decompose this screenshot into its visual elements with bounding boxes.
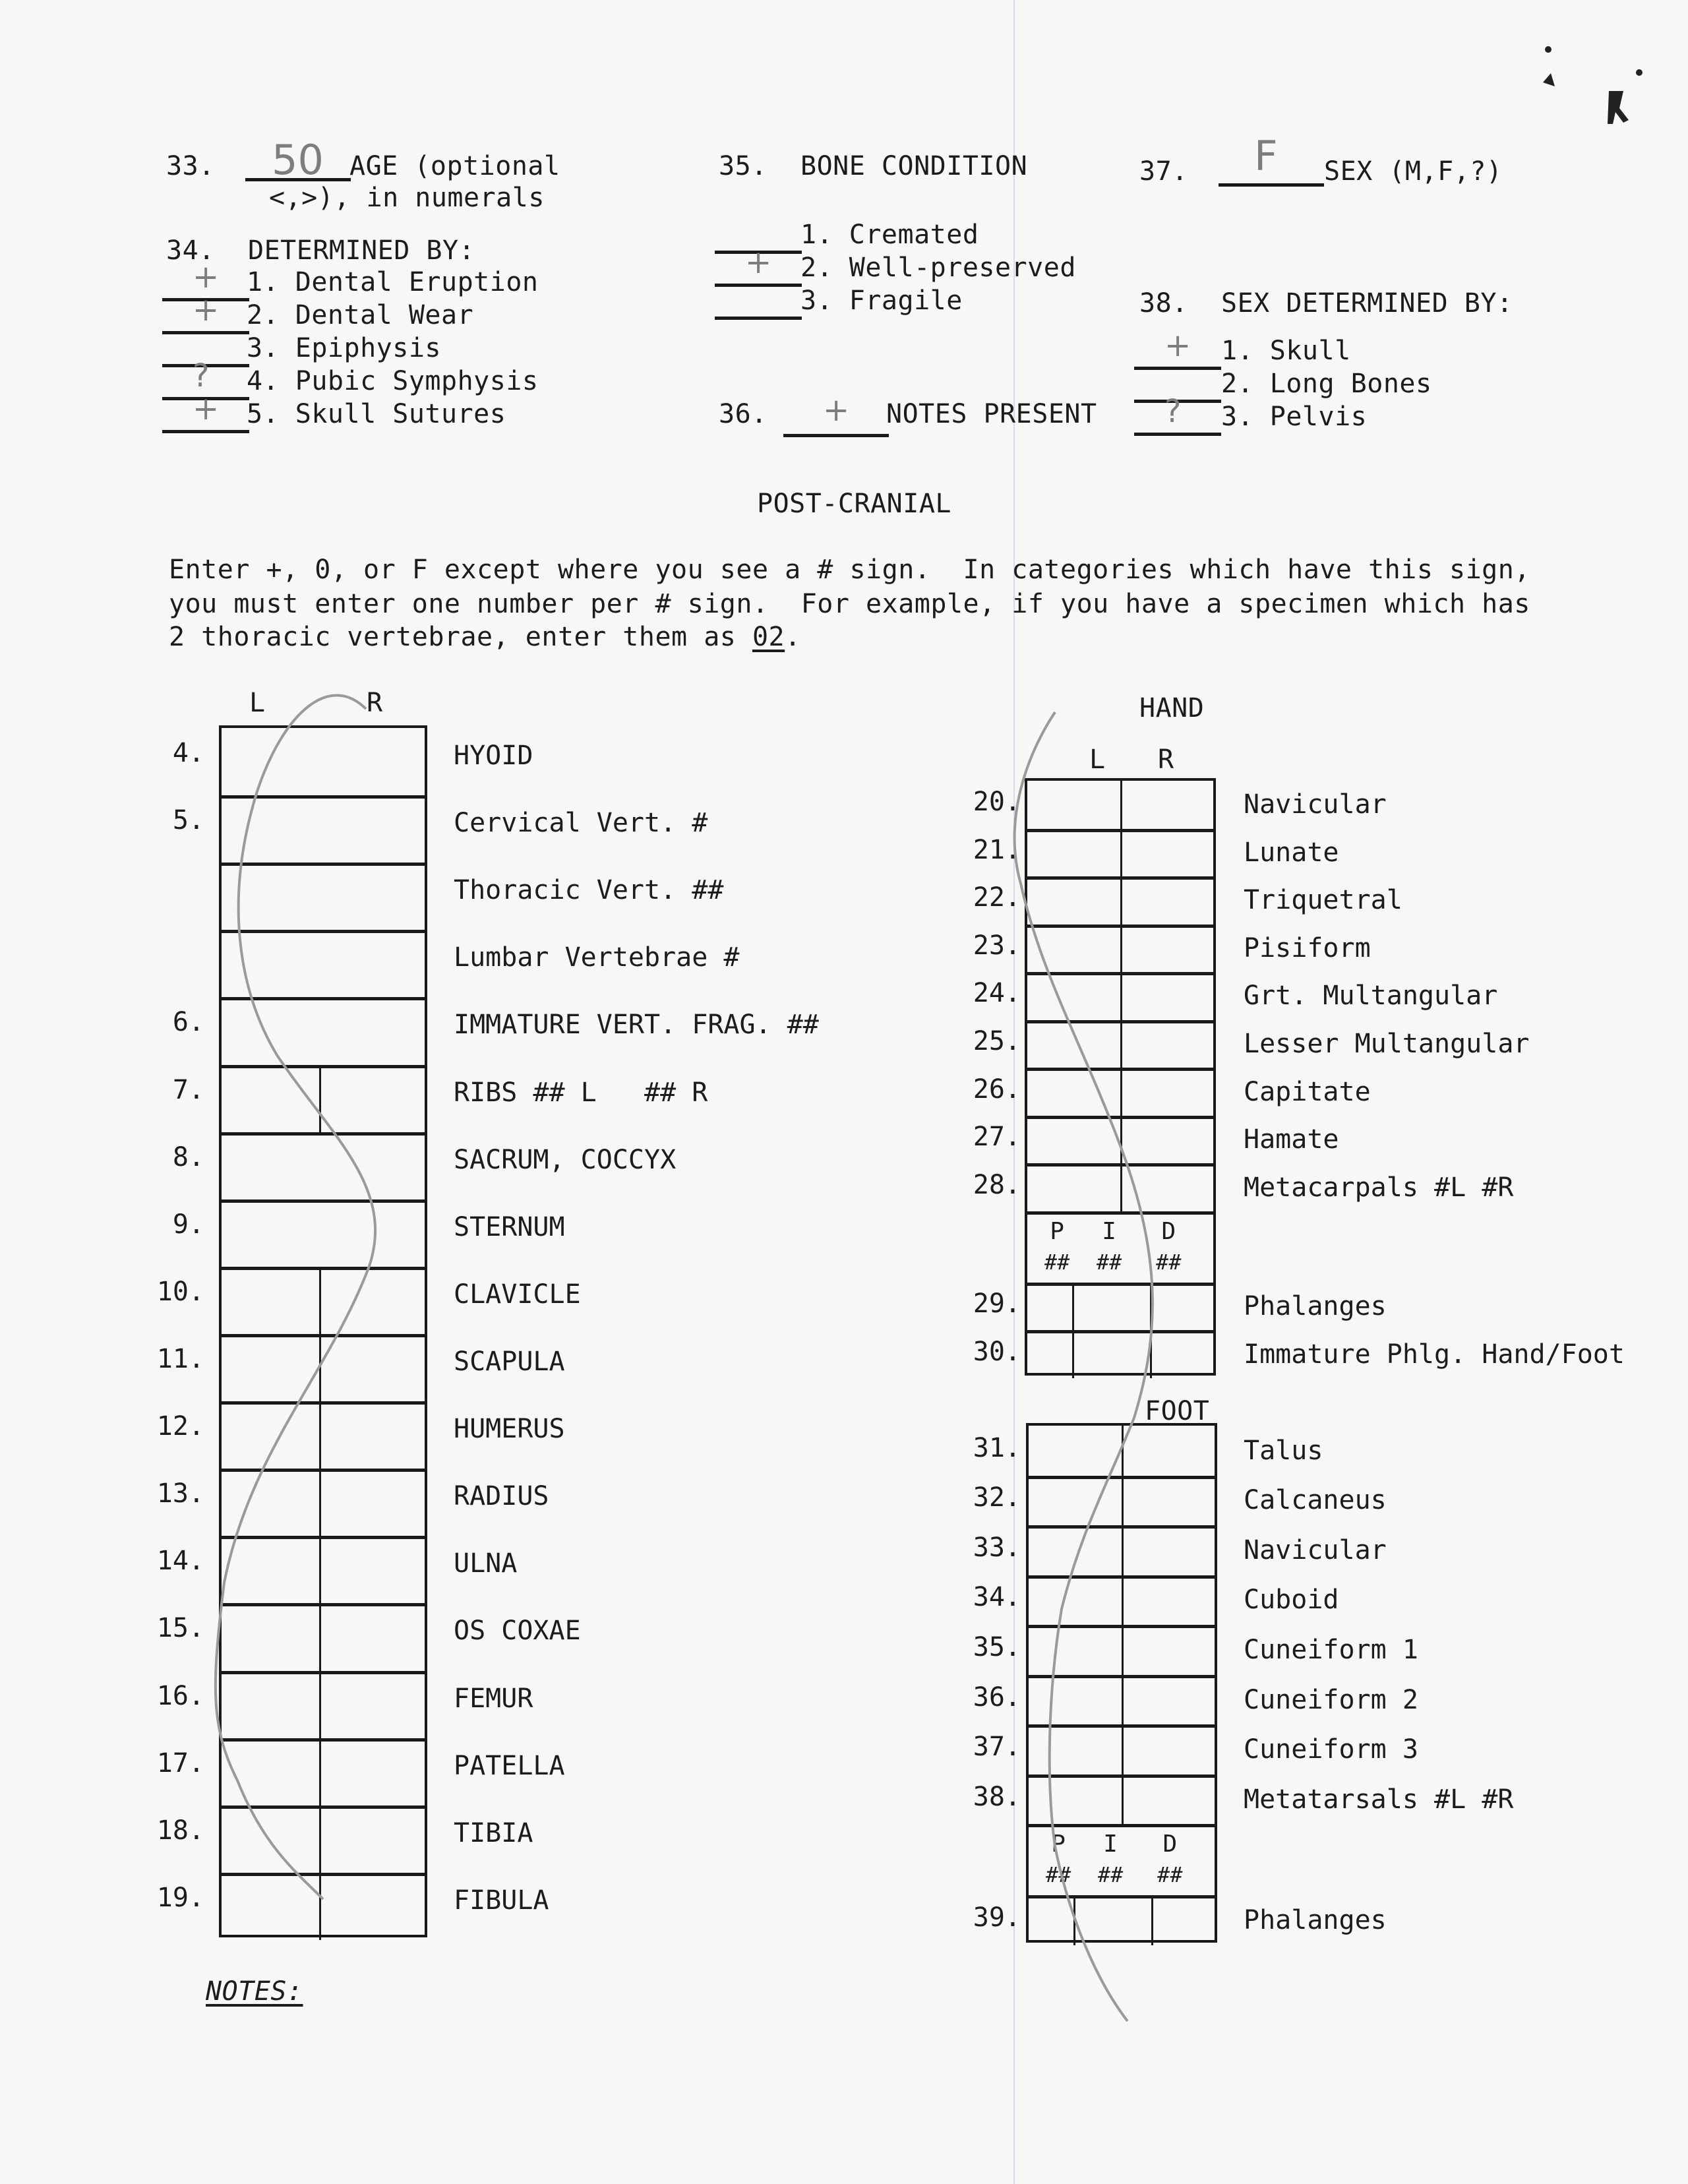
notes-present-label: NOTES PRESENT	[886, 399, 1097, 429]
foot-cell-left[interactable]	[1029, 1728, 1122, 1774]
sex-determined-by-title: SEX DETERMINED BY:	[1221, 288, 1513, 318]
instructions-line-3	[169, 621, 801, 653]
foot-cell-intermediate[interactable]	[1073, 1898, 1151, 1945]
foot-row-number: 35.	[973, 1632, 1021, 1662]
hand-row-label: Lesser Multangular	[1244, 1029, 1530, 1059]
foot-row	[1029, 1724, 1215, 1774]
axial-cell-right[interactable]	[319, 1337, 425, 1401]
foot-cell-left[interactable]	[1029, 1529, 1122, 1575]
age-determined-by-title: DETERMINED BY:	[248, 235, 475, 266]
axial-cell-left[interactable]	[222, 1068, 319, 1132]
axial-row-number: 6.	[172, 1007, 204, 1038]
sex-method-mark-value: +	[1164, 327, 1191, 364]
foot-cell-right[interactable]	[1122, 1479, 1215, 1526]
instructions-line-2: you must enter one number per # sign. For example, if you have a specimen which has	[169, 589, 1530, 619]
foot-cell-right[interactable]	[1122, 1426, 1215, 1476]
axial-col-left-header: L	[249, 688, 266, 718]
hand-row-number: 27.	[973, 1122, 1021, 1153]
notes-present-value: +	[823, 392, 850, 429]
axial-cell-right[interactable]	[319, 1472, 425, 1536]
axial-row-number: 7.	[172, 1074, 204, 1105]
hand-row-label: Triquetral	[1244, 885, 1402, 916]
axial-row-label: OS COXAE	[454, 1616, 581, 1647]
axial-row-number: 8.	[172, 1141, 204, 1172]
age-method-option-label: 3. Epiphysis	[247, 333, 441, 363]
hand-row	[1027, 1020, 1213, 1068]
foot-phalanx-count-mark: ##	[1157, 1862, 1183, 1888]
hand-row-label: Lunate	[1244, 837, 1339, 868]
axial-cell[interactable]	[222, 866, 425, 930]
foot-row-label: Talus	[1244, 1435, 1323, 1466]
q37-number: 37.	[1139, 156, 1188, 187]
age-method-option-label: 4. Pubic Symphysis	[247, 366, 539, 396]
axial-cell-right[interactable]	[319, 1809, 425, 1873]
notes-label: NOTES:	[206, 1976, 303, 2007]
axial-row-number: 12.	[156, 1411, 204, 1442]
foot-row-label: Cuneiform 2	[1244, 1684, 1418, 1715]
hand-row-label: Pisiform	[1244, 932, 1371, 963]
hand-cell-proximal[interactable]	[1027, 1333, 1072, 1378]
hand-row	[1027, 925, 1213, 973]
foot-row-label: Cuneiform 1	[1244, 1635, 1418, 1665]
axial-row-label: PATELLA	[454, 1750, 565, 1781]
axial-cell-right[interactable]	[319, 1405, 425, 1469]
age-method-mark-value: ?	[193, 357, 210, 394]
axial-row-label: Cervical Vert. #	[454, 808, 708, 839]
bone-condition-mark-field[interactable]	[715, 244, 802, 287]
sex-label: SEX (M,F,?)	[1324, 156, 1503, 187]
bone-condition-option-label: 2. Well-preserved	[800, 253, 1076, 283]
hand-row-label: Hamate	[1244, 1124, 1339, 1155]
axial-row-number: 14.	[156, 1546, 204, 1577]
hand-phalanx-row	[1027, 1283, 1213, 1331]
foot-cell-right[interactable]	[1122, 1778, 1215, 1825]
axial-cell[interactable]	[222, 1203, 425, 1267]
hand-cell-left[interactable]	[1027, 928, 1120, 973]
foot-cell-left[interactable]	[1029, 1579, 1122, 1625]
hand-cell-left[interactable]	[1027, 1167, 1120, 1211]
foot-phalanx-header	[1029, 1824, 1215, 1895]
axial-row	[222, 1603, 425, 1670]
axial-row	[222, 1873, 425, 1940]
hand-bone-grid	[1025, 778, 1216, 1376]
foot-row-label: Navicular	[1244, 1534, 1387, 1565]
age-method-option-label: 2. Dental Wear	[247, 300, 474, 330]
axial-row-label: RIBS ## L ## R	[454, 1077, 708, 1108]
axial-row	[222, 1267, 425, 1334]
axial-row-number: 18.	[156, 1815, 204, 1846]
foot-cell-right[interactable]	[1122, 1579, 1215, 1625]
axial-cell-right[interactable]	[319, 1539, 425, 1603]
axial-row	[222, 863, 425, 930]
hand-cell-right[interactable]	[1120, 781, 1213, 829]
sex-method-option-label: 3. Pelvis	[1221, 402, 1368, 432]
axial-row	[222, 930, 425, 997]
age-method-option-label: 5. Skull Sutures	[247, 399, 506, 429]
sex-method-mark-field[interactable]	[1134, 393, 1221, 436]
foot-cell-left[interactable]	[1029, 1678, 1122, 1725]
axial-row-label: Thoracic Vert. ##	[454, 875, 724, 906]
axial-row-label: ULNA	[454, 1548, 518, 1579]
axial-row	[222, 795, 425, 863]
axial-row-label: Lumbar Vertebrae #	[454, 942, 740, 973]
axial-row	[222, 1671, 425, 1738]
axial-row-label: SCAPULA	[454, 1347, 565, 1377]
hand-phalanx-row	[1027, 1330, 1213, 1378]
hand-row	[1027, 876, 1213, 925]
axial-row	[222, 1805, 425, 1873]
axial-cell[interactable]	[222, 1136, 425, 1199]
axial-cell-right[interactable]	[319, 1606, 425, 1670]
axial-row	[222, 997, 425, 1064]
axial-cell-left[interactable]	[222, 1606, 319, 1670]
axial-row	[222, 1199, 425, 1267]
hand-phalanx-col-p: P	[1050, 1217, 1064, 1245]
age-method-option-label: 1. Dental Eruption	[247, 267, 539, 297]
hand-cell-right[interactable]	[1120, 1119, 1213, 1164]
hand-row	[1027, 1163, 1213, 1211]
axial-row	[222, 728, 425, 795]
axial-cell-right[interactable]	[319, 1674, 425, 1738]
hand-heading: HAND	[1139, 693, 1205, 723]
age-method-mark-value: +	[193, 390, 220, 427]
foot-row-number: 31.	[973, 1432, 1021, 1463]
axial-cell[interactable]	[222, 1000, 425, 1064]
foot-row-number: 33.	[973, 1532, 1021, 1563]
foot-cell-right[interactable]	[1122, 1628, 1215, 1675]
hand-row-number: 22.	[973, 882, 1021, 913]
hand-row-label: Grt. Multangular	[1244, 981, 1498, 1012]
axial-cell-left[interactable]	[222, 1876, 319, 1940]
axial-cell-left[interactable]	[222, 1405, 319, 1469]
axial-row-number: 19.	[156, 1882, 204, 1913]
q38-number: 38.	[1139, 288, 1188, 318]
hand-cell-left[interactable]	[1027, 1023, 1120, 1068]
foot-row-label: Cuboid	[1244, 1585, 1339, 1616]
foot-row-label: Metatarsals #L #R	[1244, 1784, 1514, 1815]
hand-cell-right[interactable]	[1120, 928, 1213, 973]
hand-row	[1027, 781, 1213, 829]
axial-cell-left[interactable]	[222, 1742, 319, 1805]
foot-cell-right[interactable]	[1122, 1678, 1215, 1725]
sex-method-option-label: 1. Skull	[1221, 336, 1351, 366]
hand-cell-right[interactable]	[1120, 1167, 1213, 1211]
corner-specks	[1543, 46, 1643, 124]
foot-row-number: 37.	[973, 1732, 1021, 1763]
axial-row-label: CLAVICLE	[454, 1279, 581, 1310]
axial-cell[interactable]	[222, 933, 425, 997]
foot-cell-left[interactable]	[1029, 1778, 1122, 1825]
axial-row	[222, 1401, 425, 1469]
q33-number: 33.	[166, 151, 215, 181]
axial-cell-right[interactable]	[319, 1068, 425, 1132]
hand-col-right-header: R	[1158, 744, 1174, 775]
axial-row-label: SACRUM, COCCYX	[454, 1144, 677, 1175]
q34-number: 34.	[166, 235, 215, 266]
notes-present-field[interactable]	[783, 392, 889, 437]
axial-cell[interactable]	[222, 799, 425, 863]
hand-cell-left[interactable]	[1027, 781, 1120, 829]
hand-cell-intermediate[interactable]	[1072, 1286, 1150, 1331]
axial-row	[222, 1132, 425, 1199]
q35-number: 35.	[719, 151, 768, 181]
hand-row	[1027, 972, 1213, 1020]
hand-row-number: 20.	[973, 787, 1021, 818]
hand-cell-right[interactable]	[1120, 832, 1213, 877]
bone-condition-option-label: 3. Fragile	[800, 286, 963, 316]
foot-phalanx-row	[1029, 1895, 1215, 1945]
instructions-line-1: Enter +, 0, or F except where you see a # sign. In categories which have this sign,	[169, 555, 1530, 585]
hand-row-label: Phalanges	[1244, 1291, 1387, 1322]
foot-row-label: Phalanges	[1244, 1905, 1387, 1936]
age-method-mark-field[interactable]	[162, 390, 249, 433]
foot-phalanx-count-mark: ##	[1045, 1862, 1071, 1888]
axial-cell-left[interactable]	[222, 1674, 319, 1738]
axial-row-label: STERNUM	[454, 1211, 565, 1242]
hand-cell-right[interactable]	[1120, 1023, 1213, 1068]
age-label: AGE (optional	[349, 151, 560, 181]
hand-row	[1027, 1116, 1213, 1164]
axial-row-number: 5.	[172, 805, 204, 836]
axial-row	[222, 1536, 425, 1603]
hand-cell-proximal[interactable]	[1027, 1286, 1072, 1331]
axial-row-label: IMMATURE VERT. FRAG. ##	[454, 1010, 819, 1041]
hand-row-label: Navicular	[1244, 789, 1387, 820]
hand-row	[1027, 829, 1213, 877]
axial-row-label: FEMUR	[454, 1683, 533, 1714]
axial-cell-right[interactable]	[319, 1270, 425, 1334]
hand-phalanx-count-mark: ##	[1096, 1249, 1122, 1275]
axial-row-number: 17.	[156, 1747, 204, 1778]
hand-row-number: 21.	[973, 834, 1021, 865]
sex-method-option-label: 2. Long Bones	[1221, 369, 1432, 399]
foot-row-number: 39.	[973, 1902, 1021, 1933]
axial-row-number: 4.	[172, 738, 204, 768]
foot-row-label: Calcaneus	[1244, 1485, 1387, 1516]
hand-cell-distal[interactable]	[1150, 1333, 1213, 1378]
hand-cell-left[interactable]	[1027, 880, 1120, 925]
hand-cell-intermediate[interactable]	[1072, 1333, 1150, 1378]
bone-condition-mark-field[interactable]	[715, 284, 802, 320]
hand-row-number: 25.	[973, 1026, 1021, 1056]
sex-field[interactable]	[1219, 132, 1324, 187]
hand-phalanx-count-mark: ##	[1156, 1249, 1182, 1275]
hand-col-left-header: L	[1089, 744, 1106, 775]
axial-cell-left[interactable]	[222, 1472, 319, 1536]
axial-row-number: 15.	[156, 1613, 204, 1644]
hand-phalanx-col-d: D	[1161, 1217, 1176, 1245]
foot-row-number: 36.	[973, 1682, 1021, 1713]
axial-row	[222, 1469, 425, 1536]
axial-row-label: HUMERUS	[454, 1414, 565, 1445]
foot-phalanx-count-mark: ##	[1097, 1862, 1124, 1888]
axial-row	[222, 1334, 425, 1401]
bone-condition-option-label: 1. Cremated	[800, 220, 979, 250]
foot-phalanx-col-d: D	[1162, 1831, 1178, 1858]
axial-row	[222, 1738, 425, 1805]
axial-col-right-header: R	[367, 688, 383, 718]
axial-row-number: 11.	[156, 1344, 204, 1374]
hand-cell-left[interactable]	[1027, 975, 1120, 1020]
sex-value: F	[1254, 132, 1278, 180]
hand-row-number: 30.	[973, 1336, 1021, 1367]
foot-cell-left[interactable]	[1029, 1628, 1122, 1675]
axial-cell-left[interactable]	[222, 1809, 319, 1873]
foot-cell-left[interactable]	[1029, 1479, 1122, 1526]
axial-row-number: 10.	[156, 1276, 204, 1307]
hand-row-number: 29.	[973, 1289, 1021, 1320]
foot-phalanx-col-p: P	[1051, 1831, 1066, 1858]
hand-row-label: Metacarpals #L #R	[1244, 1172, 1514, 1203]
foot-row	[1029, 1575, 1215, 1625]
foot-row-label: Cuneiform 3	[1244, 1734, 1418, 1765]
bone-condition-mark-value: +	[745, 244, 772, 281]
hand-row-label: Capitate	[1244, 1076, 1371, 1107]
axial-row	[222, 1065, 425, 1132]
hand-row-number: 24.	[973, 978, 1021, 1009]
foot-heading: FOOT	[1145, 1396, 1210, 1426]
hand-phalanx-col-i: I	[1102, 1217, 1116, 1245]
axial-row-label: HYOID	[454, 741, 533, 771]
foot-row	[1029, 1476, 1215, 1526]
hand-row-number: 26.	[973, 1074, 1021, 1105]
age-method-mark-field[interactable]	[162, 291, 249, 334]
hand-phalanx-header	[1027, 1211, 1213, 1283]
age-method-mark-value: +	[193, 258, 220, 295]
hand-row	[1027, 1068, 1213, 1116]
q36-number: 36.	[719, 399, 768, 429]
foot-cell-left[interactable]	[1029, 1426, 1122, 1476]
example-value: 02	[752, 622, 785, 652]
foot-row	[1029, 1625, 1215, 1675]
hand-cell-distal[interactable]	[1150, 1286, 1213, 1331]
axial-row-label: RADIUS	[454, 1481, 549, 1512]
foot-row	[1029, 1525, 1215, 1575]
sex-method-mark-field[interactable]	[1134, 327, 1221, 370]
axial-row-number: 9.	[172, 1209, 204, 1240]
hand-cell-right[interactable]	[1120, 975, 1213, 1020]
axial-row-label: FIBULA	[454, 1885, 549, 1916]
foot-cell-right[interactable]	[1122, 1728, 1215, 1774]
hand-cell-right[interactable]	[1120, 880, 1213, 925]
sex-method-mark-value: ?	[1164, 393, 1182, 430]
axial-cell-left[interactable]	[222, 1539, 319, 1603]
axial-cell-right[interactable]	[319, 1876, 425, 1940]
bone-condition-title: BONE CONDITION	[800, 151, 1028, 181]
axial-cell[interactable]	[222, 728, 425, 795]
example-tail: .	[785, 622, 801, 652]
instructions-line-3-text: 2 thoracic vertebrae, enter them as	[169, 622, 752, 652]
foot-bone-grid	[1026, 1423, 1217, 1943]
foot-row	[1029, 1774, 1215, 1825]
hand-cell-right[interactable]	[1120, 1071, 1213, 1116]
hand-cell-left[interactable]	[1027, 1071, 1120, 1116]
foot-row-number: 32.	[973, 1482, 1021, 1513]
foot-row-number: 38.	[973, 1781, 1021, 1812]
axial-bone-grid	[219, 725, 427, 1937]
age-method-mark-value: +	[193, 291, 220, 328]
axial-row-number: 13.	[156, 1478, 204, 1509]
axial-cell-left[interactable]	[222, 1337, 319, 1401]
foot-cell-right[interactable]	[1122, 1529, 1215, 1575]
age-label-line2: <,>), in numerals	[269, 183, 545, 213]
age-value: 50	[272, 136, 324, 184]
foot-row	[1029, 1675, 1215, 1725]
hand-phalanx-count-mark: ##	[1044, 1249, 1070, 1275]
hand-cell-left[interactable]	[1027, 1119, 1120, 1164]
hand-cell-left[interactable]	[1027, 832, 1120, 877]
foot-cell-proximal[interactable]	[1029, 1898, 1073, 1945]
axial-cell-left[interactable]	[222, 1270, 319, 1334]
foot-phalanx-col-i: I	[1103, 1831, 1118, 1858]
foot-row	[1029, 1426, 1215, 1476]
foot-row-number: 34.	[973, 1582, 1021, 1613]
axial-cell-right[interactable]	[319, 1742, 425, 1805]
axial-row-number: 16.	[156, 1680, 204, 1711]
hand-row-number: 23.	[973, 930, 1021, 961]
hand-row-label: Immature Phlg. Hand/Foot	[1244, 1339, 1625, 1370]
hand-row-number: 28.	[973, 1169, 1021, 1200]
foot-cell-distal[interactable]	[1151, 1898, 1215, 1945]
age-field[interactable]	[245, 136, 351, 184]
axial-row-label: TIBIA	[454, 1817, 533, 1848]
post-cranial-heading: POST-CRANIAL	[757, 489, 951, 519]
